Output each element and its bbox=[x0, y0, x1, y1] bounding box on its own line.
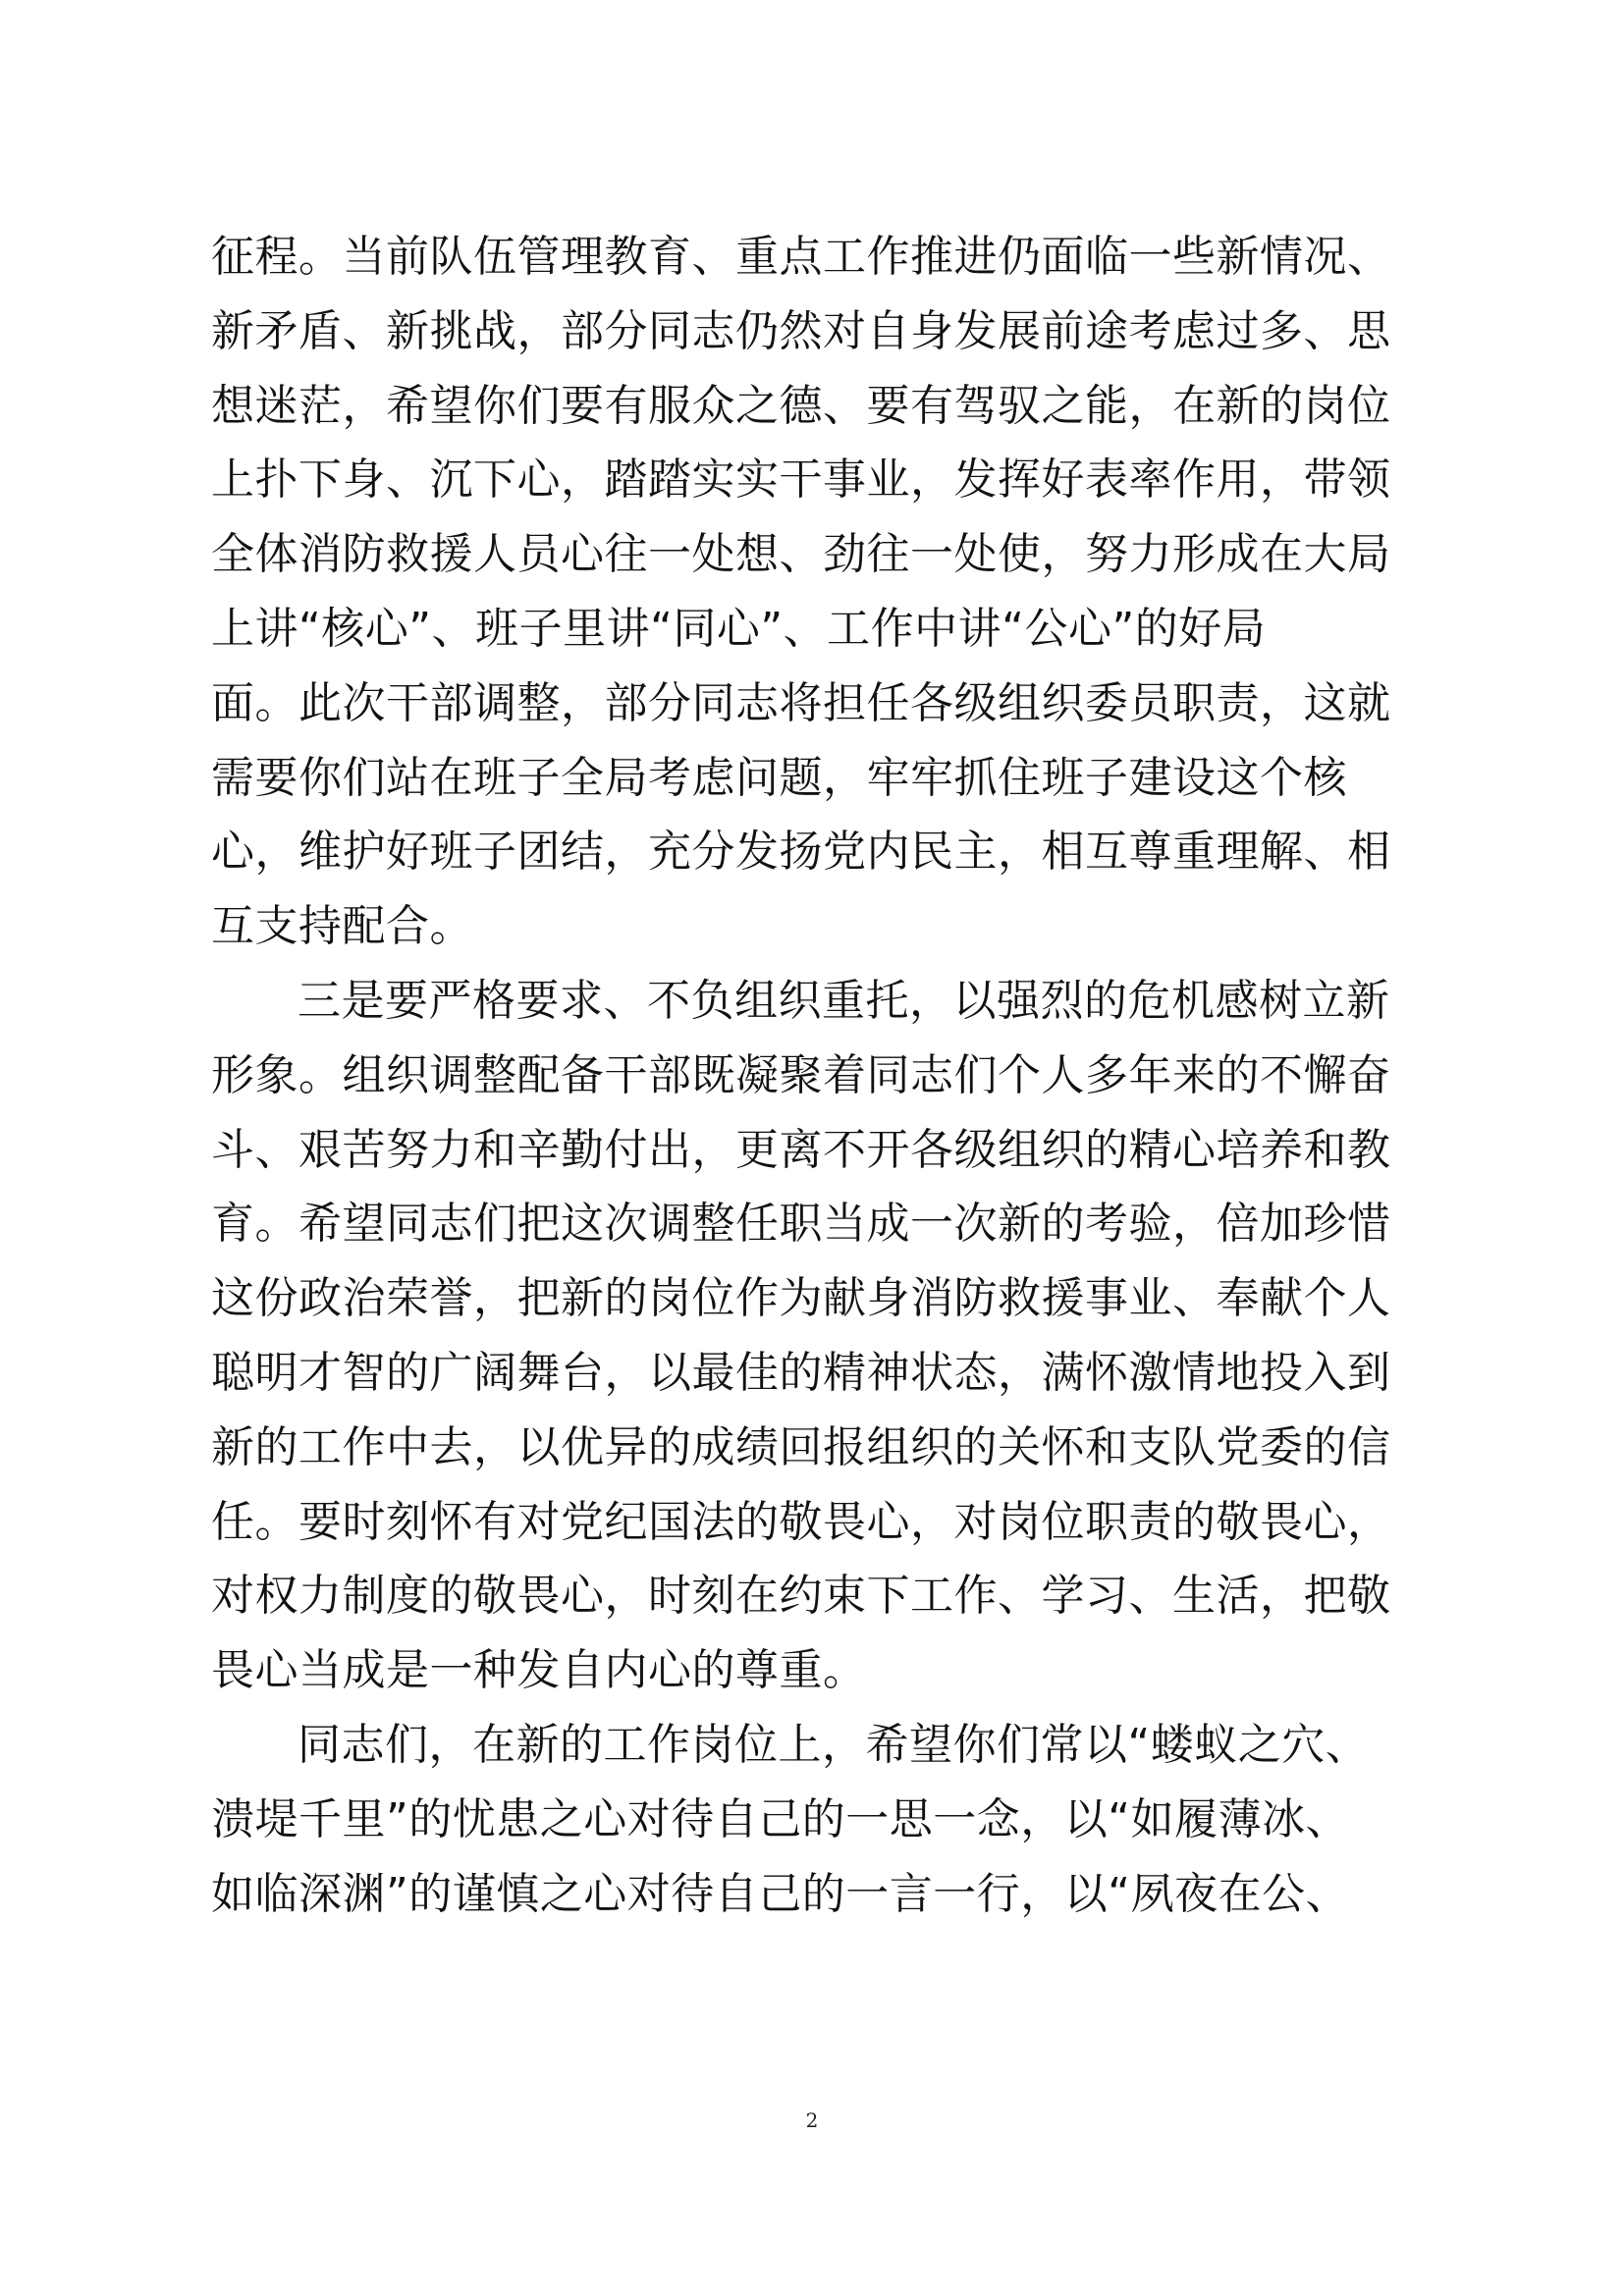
text-line: 这份政治荣誉，把新的岗位作为献身消防救援事业、奉献个人 bbox=[211, 1273, 1391, 1324]
text-line: 上扑下身、沉下心，踏踏实实干事业，发挥好表率作用，带领 bbox=[211, 454, 1391, 506]
text-line: 溃堤千里”的忧患之心对待自己的一思一念，以“如履薄冰、 bbox=[211, 1793, 1350, 1844]
text-line: 想迷茫，希望你们要有服众之德、要有驾驭之能，在新的岗位 bbox=[211, 380, 1391, 431]
text-line: 全体消防救援人员心往一处想、劲往一处使，努力形成在大局 bbox=[211, 529, 1391, 580]
text-line: 聪明才智的广阔舞台，以最佳的精神状态，满怀激情地投入到 bbox=[211, 1347, 1391, 1398]
text-line: 育。希望同志们把这次调整任职当成一次新的考验，倍加珍惜 bbox=[211, 1199, 1391, 1250]
text-line: 心，维护好班子团结，充分发扬党内民主，相互尊重理解、相 bbox=[211, 827, 1391, 878]
text-line: 上讲“核心”、班子里讲“同心”、工作中讲“公心”的好局 bbox=[211, 603, 1267, 654]
text-line: 征程。当前队伍管理教育、重点工作推进仍面临一些新情况、 bbox=[211, 232, 1391, 282]
text-line: 任。要时刻怀有对党纪国法的敬畏心，对岗位职责的敬畏心， bbox=[211, 1496, 1391, 1547]
text-line: 对权力制度的敬畏心，时刻在约束下工作、学习、生活，把敬 bbox=[211, 1571, 1391, 1622]
body-text bbox=[211, 220, 1429, 1931]
text-line: 需要你们站在班子全局考虑问题，牢牢抓住班子建设这个核 bbox=[211, 752, 1347, 803]
text-line: 斗、艰苦努力和辛勤付出，更离不开各级组织的精心培养和教 bbox=[211, 1124, 1391, 1175]
page-number: 2 bbox=[805, 2109, 819, 2132]
text-line: 新的工作中去，以优异的成绩回报组织的关怀和支队党委的信 bbox=[211, 1421, 1391, 1472]
paragraph-start-line: 三是要严格要求、不负组织重托，以强烈的危机感树立新 bbox=[298, 975, 1390, 1026]
text-line: 畏心当成是一种发自内心的尊重。 bbox=[211, 1645, 867, 1696]
paragraph-start-line: 同志们，在新的工作岗位上，希望你们常以“蝼蚁之穴、 bbox=[298, 1719, 1370, 1770]
text-line: 如临深渊”的谨慎之心对待自己的一言一行，以“夙夜在公、 bbox=[211, 1868, 1350, 1919]
text-line: 形象。组织调整配备干部既凝聚着同志们个人多年来的不懈奋 bbox=[211, 1049, 1391, 1100]
text-line: 互支持配合。 bbox=[211, 901, 473, 952]
text-line: 面。此次干部调整，部分同志将担任各级组织委员职责，这就 bbox=[211, 677, 1391, 728]
text-line: 新矛盾、新挑战，部分同志仍然对自身发展前途考虑过多、思 bbox=[211, 305, 1391, 356]
